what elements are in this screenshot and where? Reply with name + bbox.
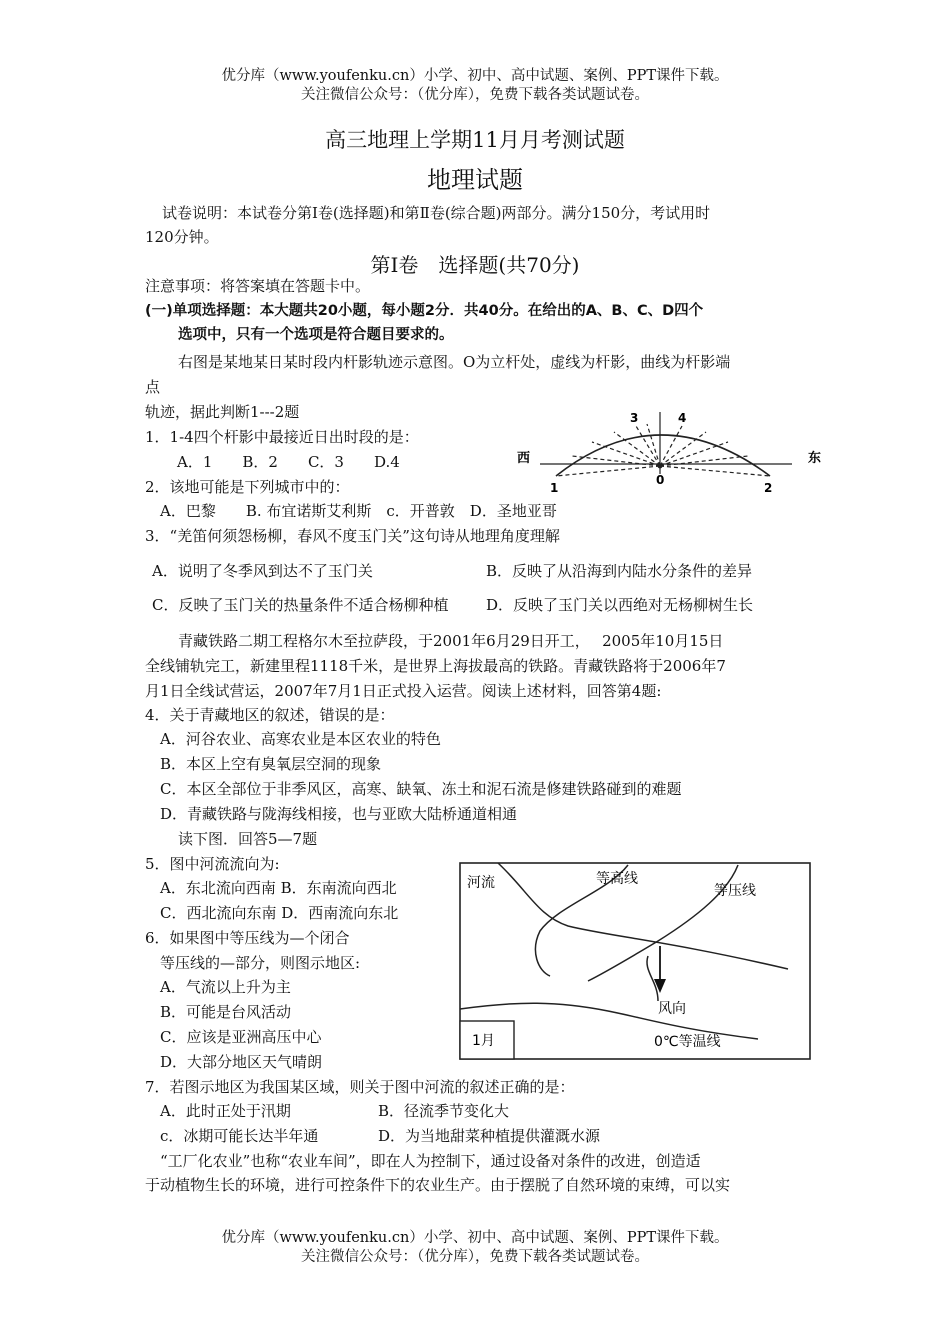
passage1-line-1: 右图是某地某日某时段内杆影轨迹示意图。O为立杆处，虚线为杆影，曲线为杆影端 xyxy=(178,353,731,371)
passage2-line-3: 月1日全线试营运，2007年7月1日正式投入运营。阅读上述材料，回答第4题: xyxy=(145,682,662,700)
q5-stem: 5．图中河流流向为: xyxy=(145,855,280,873)
q7-stem: 7．若图示地区为我国某区域，则关于图中河流的叙述正确的是： xyxy=(145,1078,575,1096)
secondary-curve xyxy=(647,956,658,1001)
q7-option-a: A．此时正处于汛期 xyxy=(160,1102,291,1120)
q6-option-c: C．应该是亚洲高压中心 xyxy=(160,1028,322,1046)
q6-option-a: A．气流以上升为主 xyxy=(160,978,291,996)
intro-line-2: 120分钟。 xyxy=(145,228,219,246)
section-title: 第Ⅰ卷 选择题(共70分) xyxy=(370,253,580,277)
q5-options-ab: A．东北流向西南 B．东南流向西北 xyxy=(160,879,397,897)
q3-stem: 3．“羌笛何须怨杨柳，春风不度玉门关”这句诗从地理角度理解 xyxy=(145,527,560,545)
q4-option-b: B．本区上空有臭氧层空洞的现象 xyxy=(160,755,382,773)
river-label: 河流 xyxy=(467,875,495,891)
footer-line-2: 关注微信公众号：（优分库），免费下载各类试题试卷。 xyxy=(301,1249,649,1265)
passage1-line-3: 轨迹，据此判断1---2题 xyxy=(145,403,300,421)
part1-heading-line-1: (一)单项选择题：本大题共20小题，每小题2分．共40分。在给出的A、B、C、D四个 xyxy=(145,303,704,319)
passage2-line-1: 青藏铁路二期工程格尔木至拉萨段，于2001年6月29日开工， 2005年10月15日 xyxy=(178,632,724,650)
shadow-label-3: 3 xyxy=(630,411,639,425)
q1-stem: 1．1-4四个杆影中最接近日出时段的是： xyxy=(145,428,419,446)
header-line-1: 优分库（www.youfenku.cn）小学、初中、高中试题、案例、PPT课件下载。 xyxy=(221,68,729,84)
q2-stem: 2．该地可能是下列城市中的： xyxy=(145,478,350,496)
q6-stem-1: 6．如果图中等压线为—个闭合 xyxy=(145,929,350,947)
isobar-label: 等压线 xyxy=(714,883,756,899)
footer-line-1: 优分库（www.youfenku.cn）小学、初中、高中试题、案例、PPT课件下载。 xyxy=(221,1230,729,1246)
east-label: 东 xyxy=(808,451,822,466)
q3-option-d: D．反映了玉门关以西绝对无杨柳树生长 xyxy=(486,596,754,614)
q3-option-a: A．说明了冬季风到达不了玉门关 xyxy=(152,562,373,580)
river-line xyxy=(498,863,788,969)
contour-label: 等高线 xyxy=(596,871,638,887)
month-label: 1月 xyxy=(472,1033,495,1049)
isotherm-label: 0℃等温线 xyxy=(654,1034,721,1050)
q4-option-c: C．本区全部位于非季风区，高寒、缺氧、冻土和泥石流是修建铁路碰到的难题 xyxy=(160,780,682,798)
west-label: 西 xyxy=(517,451,531,466)
q7-option-c: c．冰期可能长达半年通 xyxy=(160,1127,319,1145)
q7-option-d: D．为当地甜菜种植提供灌溉水源 xyxy=(378,1127,601,1145)
q4-option-a: A．河谷农业、高寒农业是本区农业的特色 xyxy=(160,730,441,748)
q4-option-d: D．青藏铁路与陇海线相接，也与亚欧大陆桥通道相通 xyxy=(160,805,518,823)
part1-heading-line-2: 选项中，只有一个选项是符合题目要求的。 xyxy=(178,327,454,343)
q4-stem: 4．关于青藏地区的叙述，错误的是： xyxy=(145,706,395,724)
wind-label: 风向 xyxy=(658,1001,686,1017)
q6-option-d: D．大部分地区天气晴朗 xyxy=(160,1053,323,1071)
passage2-line-2: 全线铺轨完工，新建里程1118千米，是世界上海拔最高的铁路。青藏铁路将于2006年7 xyxy=(145,657,726,675)
pole-label-o: 0 xyxy=(656,473,665,487)
exam-subtitle: 地理试题 xyxy=(427,166,523,194)
q5-options-cd: C．西北流向东南 D．西南流向东北 xyxy=(160,904,399,922)
intro-line-1: 试卷说明：本试卷分第Ⅰ卷(选择题)和第Ⅱ卷(综合题)两部分。满分150分，考试用时 xyxy=(162,204,711,222)
q1-options: A．1 B．2 C．3 D.4 xyxy=(177,453,400,471)
notice: 注意事项：将答案填在答题卡中。 xyxy=(145,277,371,295)
q3-option-b: B．反映了从沿海到内陆水分条件的差异 xyxy=(486,562,753,580)
shadow-rays xyxy=(556,424,770,476)
isobar-map-figure xyxy=(458,861,814,1063)
q6-stem-2: 等压线的—部分，则图示地区: xyxy=(160,954,361,972)
q6-option-b: B．可能是台风活动 xyxy=(160,1003,292,1021)
shadow-tip-curve xyxy=(556,435,770,476)
shadow-label-4: 4 xyxy=(678,411,687,425)
shadow-trajectory-figure xyxy=(512,404,832,499)
q7-option-b: B．径流季节变化大 xyxy=(378,1102,510,1120)
header-line-2: 关注微信公众号：（优分库），免费下载各类试题试卷。 xyxy=(301,87,649,103)
q2-options: A．巴黎 B. 布宜诺斯艾利斯 c．开普敦 D．圣地亚哥 xyxy=(160,502,557,520)
exam-title: 高三地理上学期11月月考测试题 xyxy=(325,128,625,152)
q3-option-c: C．反映了玉门关的热量条件不适合杨柳种植 xyxy=(152,596,449,614)
shadow-label-1: 1 xyxy=(550,481,559,495)
passage3-line-1: “工厂化农业”也称“农业车间”，即在人为控制下，通过设备对条件的改进，创造适 xyxy=(160,1152,701,1170)
passage3-line-2: 于动植物生长的环境，进行可控条件下的农业生产。由于摆脱了自然环境的束缚，可以实 xyxy=(145,1176,731,1194)
read-map-instruction: 读下图．回答5—7题 xyxy=(178,830,318,848)
passage1-line-2: 点 xyxy=(145,378,161,396)
shadow-label-2: 2 xyxy=(764,481,773,495)
